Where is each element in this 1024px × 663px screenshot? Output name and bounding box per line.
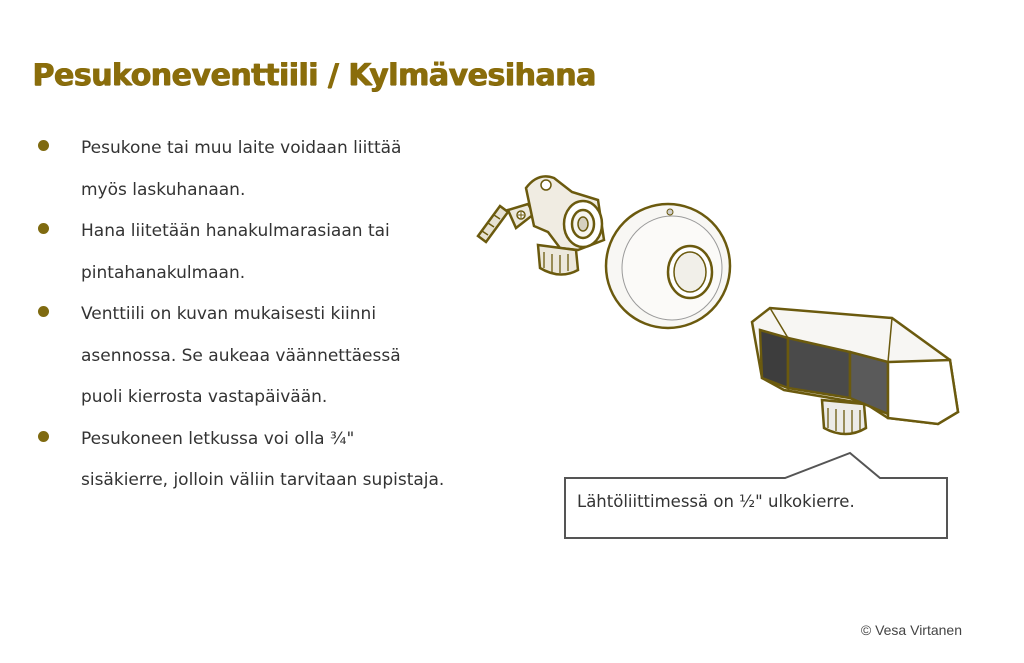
angle-valve-icon: [752, 308, 958, 434]
bullet-dot-icon: [38, 223, 49, 234]
wall-fitting-icon: [478, 176, 604, 274]
bullet-item: [38, 294, 538, 419]
bullet-item: [38, 419, 538, 502]
bullet-line: puoli kierrosta vastapäivään.: [81, 387, 328, 407]
bullet-line: Venttiili on kuvan mukaisesti kiinni: [81, 304, 377, 324]
cover-plate-icon: [606, 204, 730, 328]
bullet-line: myös laskuhanaan.: [81, 179, 246, 200]
callout-text: Lähtöliittimessä on ½" ulkokierre.: [577, 492, 855, 511]
bullet-dot-icon: [38, 431, 49, 442]
bullet-dot-icon: [38, 306, 49, 317]
bullet-item: [38, 211, 538, 294]
bullet-dot-icon: [38, 140, 49, 151]
valve-assembly-illustration-icon: [470, 165, 970, 465]
bullet-list: [38, 128, 538, 502]
bullet-line: asennossa. Se aukeaa väännettäessä: [81, 345, 401, 366]
bullet-line: pintahanakulmaan.: [81, 262, 246, 283]
bullet-line: Hana liitetään hanakulmarasiaan tai: [81, 221, 390, 241]
bullet-line: Pesukoneen letkussa voi olla ¾": [81, 428, 355, 449]
page-title: Pesukoneventtiili / Kylmävesihana: [32, 58, 596, 93]
bullet-line: Pesukone tai muu laite voidaan liittää: [81, 138, 402, 158]
bullet-line: sisäkierre, jolloin väliin tarvitaan supistaja.: [81, 470, 445, 490]
bullet-item: [38, 128, 538, 211]
copyright-credit: © Vesa Virtanen: [860, 622, 962, 638]
